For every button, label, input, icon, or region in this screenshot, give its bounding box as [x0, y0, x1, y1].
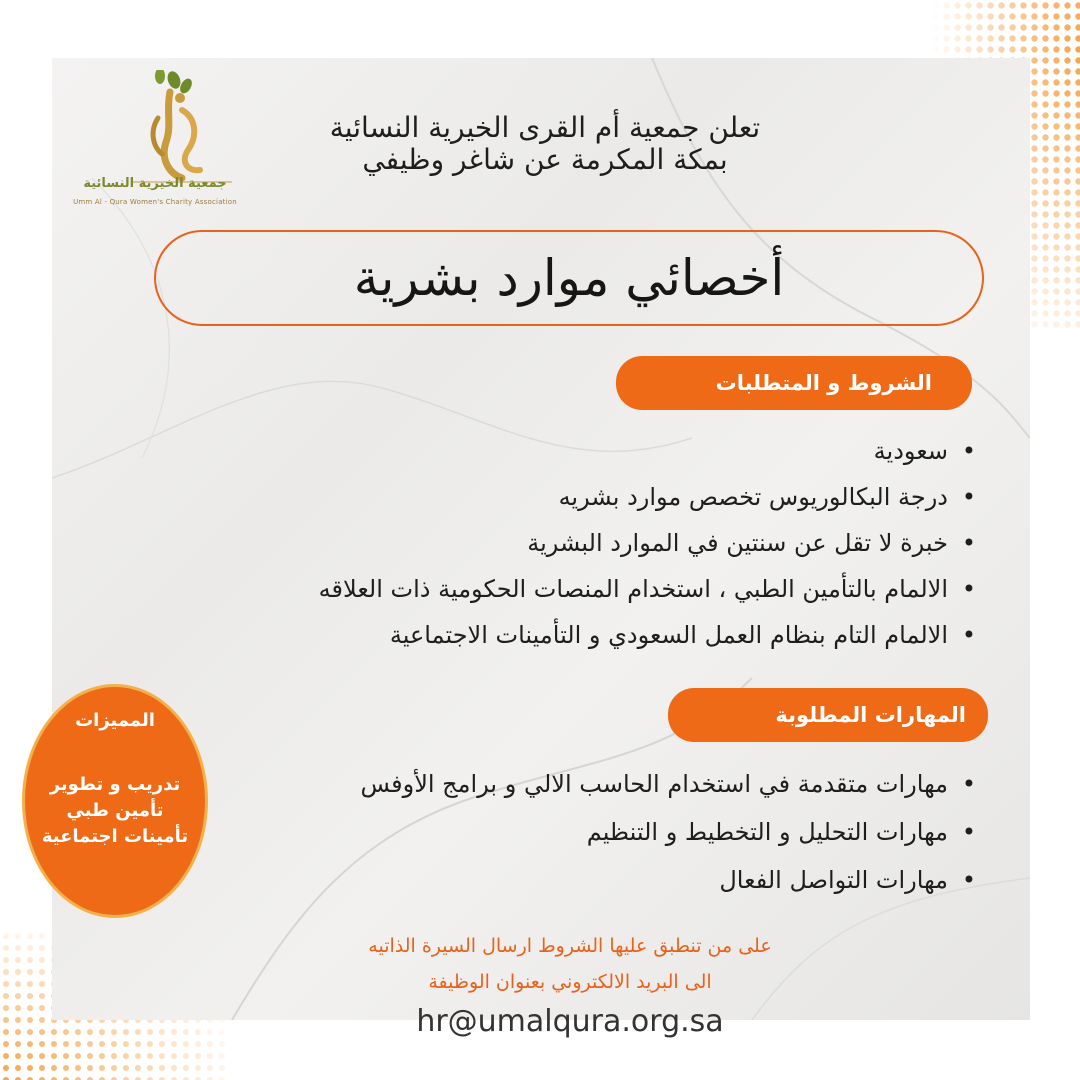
email-address[interactable]: hr@umalqura.org.sa	[416, 1004, 724, 1039]
announcement-line-1: تعلن جمعية أم القرى الخيرية النسائية	[329, 111, 761, 144]
list-item: • مهارات متقدمة في استخدام الحاسب الالي و برامج الأوفس	[361, 760, 980, 808]
list-item: • خبرة لا تقل عن سنتين في الموارد البشرية	[319, 520, 980, 566]
skills-heading: المهارات المطلوبة	[668, 688, 988, 742]
list-item: • مهارات التواصل الفعال	[361, 856, 980, 904]
apply-line-1: على من تنطبق عليها الشروط ارسال السيرة الذاتيه	[368, 935, 772, 957]
perks-title: المميزات	[75, 710, 155, 731]
logo-arabic-name: جمعية الخيرية النسائية	[83, 176, 227, 191]
list-item: • الالمام التام بنظام العمل السعودي و التأمينات الاجتماعية	[319, 612, 980, 658]
list-item: • درجة البكالوريوس تخصص موارد بشريه	[319, 474, 980, 520]
requirements-list	[319, 428, 980, 658]
announcement	[250, 112, 840, 176]
skills-list	[361, 760, 980, 904]
list-item: تأمين طبي	[66, 800, 164, 821]
list-item: تأمينات اجتماعية	[41, 826, 189, 847]
list-item: • سعودية	[319, 428, 980, 474]
apply-line-2: الى البريد الالكتروني بعنوان الوظيفة	[428, 971, 712, 993]
logo-english-name: Umm Al - Qura Women's Charity Association	[73, 198, 237, 206]
list-item: • الالمام بالتأمين الطبي ، استخدام المنصات الحكومية ذات العلاقه	[319, 566, 980, 612]
list-item: تدريب و تطوير	[49, 774, 181, 795]
requirements-heading: الشروط و المتطلبات	[616, 356, 972, 410]
job-title: أخصائي موارد بشرية	[353, 249, 785, 307]
leaf-icon	[155, 70, 194, 95]
apply-instructions	[270, 928, 870, 1000]
announcement-line-2: بمكة المكرمة عن شاغر وظيفي	[362, 143, 728, 176]
list-item: • مهارات التحليل و التخطيط و التنظيم	[361, 808, 980, 856]
perks-list	[22, 772, 208, 850]
